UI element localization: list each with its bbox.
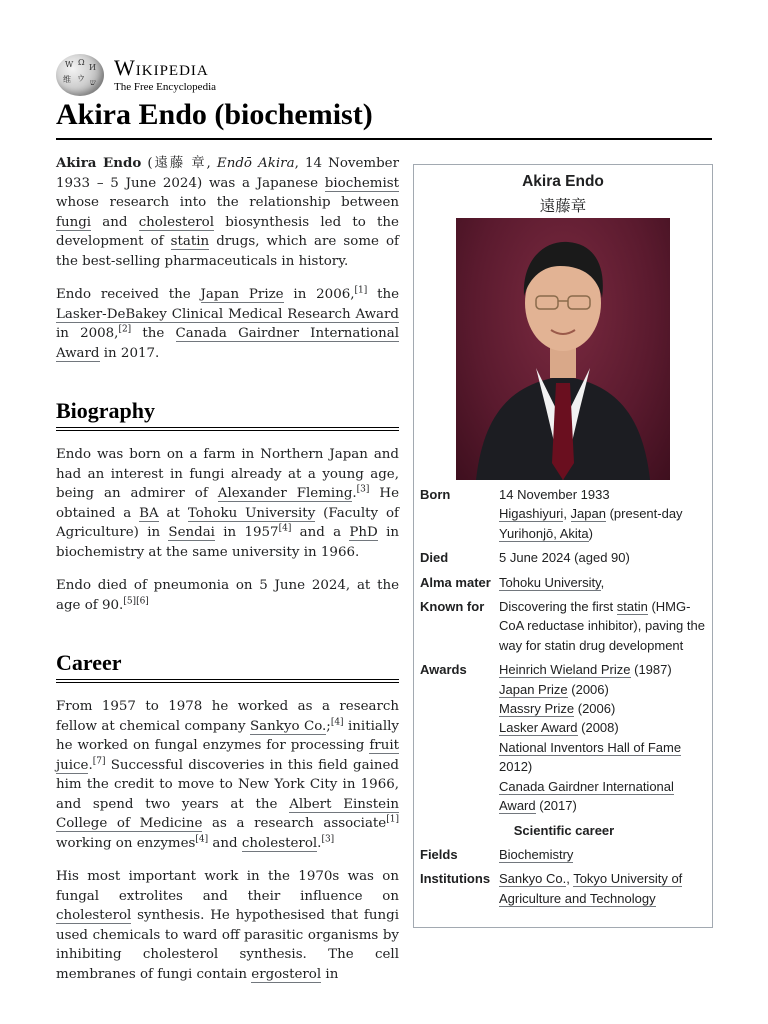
award-item: National Inventors Hall of Fame 2012) [499,739,682,775]
reference-link[interactable]: [4] [278,523,292,534]
reference-link[interactable]: [4] [330,717,344,728]
link-award[interactable]: Canada Gairdner International Award [499,778,674,814]
infobox [413,164,713,928]
infobox-row-institutions: Institutions Sankyo Co., Tokyo University of Agriculture and Technology [420,871,683,906]
award-item: Massry Prize (2006) [499,701,616,717]
link-sendai[interactable]: Sendai [168,525,215,540]
subject-name: Akira Endo [56,155,142,171]
reference-link[interactable]: [3] [356,484,370,495]
link-award[interactable]: National Inventors Hall of Fame [499,739,682,755]
reference-link[interactable]: [4] [195,834,209,845]
tagline: The Free Encyclopedia [114,81,217,93]
infobox-name: Akira Endo [522,173,604,190]
intro-paragraph-1: Akira Endo (遠藤 章, Endō Akira, 14 November 1933 – 5 June 2024) was a Japanese biochemist whose research into the relationship between fungi and cholesterol biosynthesis led to the development of statin drugs, which are some of the best-selling pharmaceuticals in history. [56,155,400,269]
link-award[interactable]: Heinrich Wieland Prize [499,662,631,678]
infobox-row-born: Born 14 November 1933 Higashiyuri, Japan (present-day Yurihonjō, Akita) [420,487,683,541]
career-paragraph-2: His most important work in the 1970s was on fungal extrolites and their influence on cholesterol synthesis. He hypothesised that fungi used chemicals to ward off parasitic organisms by inhibiting cholesterol synthesis. The cell membranes of fungi contain ergosterol in [56,869,399,982]
link-ergosterol[interactable]: ergosterol [251,966,322,982]
reference-link[interactable]: [7] [92,756,106,767]
link-alexander-fleming[interactable]: Alexander Fleming [217,486,353,501]
reference-link[interactable]: [1] [354,285,368,296]
portrait-photo[interactable] [456,218,670,480]
page-title: Akira Endo (biochemist) [56,96,712,140]
link-tokyo-univ-agriculture-technology[interactable]: Tokyo University of Agriculture and Technology [499,871,683,906]
infobox-row-fields: Fields Biochemistry [420,846,574,862]
link-fruit-juice[interactable]: fruit juice [56,738,399,773]
infobox-native-name: 遠藤章 [539,198,587,215]
infobox-row-known-for: Known for Discovering the first statin (HMG-CoA reductase inhibitor), paving the way for statin drug development [420,599,705,653]
award-item: Japan Prize (2006) [499,681,609,697]
reference-link[interactable]: [5] [123,596,137,607]
reference-link[interactable]: [6] [136,596,149,607]
biography-paragraph-1: Endo was born on a farm in Northern Japan and had an interest in fungi already at a young age, being an admirer of Alexander Fleming.[3] He obtained a BA at Tohoku University (Faculty of Agriculture) in Sendai in 1957[4] and a PhD in biochemistry at the same university in 1966. [56,447,400,560]
link-tohoku-university[interactable]: Tohoku University [499,574,601,590]
infobox-row-alma-mater: Alma mater Tohoku University, [420,574,605,590]
article-body [56,154,399,998]
link-japan-prize[interactable]: Japan Prize [200,287,284,302]
infobox-row-died: Died 5 June 2024 (aged 90) [420,550,630,566]
reference-link[interactable]: [2] [118,324,132,335]
link-biochemist[interactable]: biochemist [324,175,399,191]
infobox-row-awards: Awards Heinrich Wieland Prize (1987) Japan Prize (2006) Massry Prize (2006) Lasker Award (2008) National Inventors Hall of Fame 2012) Canada Gairdner International Award (2017) [420,660,708,815]
link-higashiyuri[interactable]: Higashiyuri [499,506,564,522]
award-item: Lasker Award (2008) [499,720,619,736]
link-award[interactable]: Massry Prize [499,701,575,717]
infobox-subheading: Scientific career [513,822,615,838]
link-tohoku-university[interactable]: Tohoku University [187,505,316,521]
intro-paragraph-2: Endo received the Japan Prize in 2006,[1] the Lasker-DeBakey Clinical Medical Research Award in 2008,[2] the Canada Gairdner International Award in 2017. [56,285,400,361]
career-paragraph-1: From 1957 to 1978 he worked as a research fellow at chemical company Sankyo Co.;[4] initially he worked on fungal enzymes for processing fruit juice.[7] Successful discoveries in this field gained him the credit to move to New York City in 1966, and spend two years at the Albert Einstein College of Medicine as a research associate[1] working on enzymes[4] and cholesterol.[3] [56,699,399,851]
biography-paragraph-2: Endo died of pneumonia on 5 June 2024, at the age of 90.[5][6] [56,578,399,613]
link-yurihonjo[interactable]: Yurihonjō, Akita [499,525,589,541]
link-cholesterol[interactable]: cholesterol [241,835,318,851]
award-item: Heinrich Wieland Prize (1987) [499,662,672,678]
link-cholesterol[interactable]: cholesterol [138,214,215,230]
portrait-illustration [456,218,670,480]
wordmark: Wikipedia [114,55,209,80]
link-award[interactable]: Japan Prize [499,681,568,697]
link-einstein-college[interactable]: Albert Einstein College of Medicine [56,796,399,831]
link-sankyo[interactable]: Sankyo Co. [249,718,327,734]
link-gairdner-award[interactable]: Canada Gairdner International Award [56,326,399,361]
link-statin[interactable]: statin [616,599,648,615]
link-ba[interactable]: BA [139,505,159,521]
link-lasker-debakey-award[interactable]: Lasker-DeBakey Clinical Medical Research Award [56,306,399,322]
reference-link[interactable]: [3] [321,834,335,845]
puzzle-globe-icon: W Ω И 维 ウ ש [56,54,104,96]
section-heading-career: Career [56,649,399,683]
link-biochemistry[interactable]: Biochemistry [499,846,574,862]
link-sankyo[interactable]: Sankyo Co. [499,871,567,887]
link-statin[interactable]: statin [170,234,210,249]
section-heading-biography: Biography [56,397,399,431]
link-cholesterol[interactable]: cholesterol [56,908,132,923]
link-japan[interactable]: Japan [570,506,606,522]
wikipedia-logo[interactable] [56,54,216,96]
reference-link[interactable]: [1] [386,814,399,825]
link-phd[interactable]: PhD [349,525,378,540]
award-item: Canada Gairdner International Award (2017) [499,778,674,814]
link-award[interactable]: Lasker Award [499,720,578,736]
link-fungi[interactable]: fungi [56,214,92,230]
